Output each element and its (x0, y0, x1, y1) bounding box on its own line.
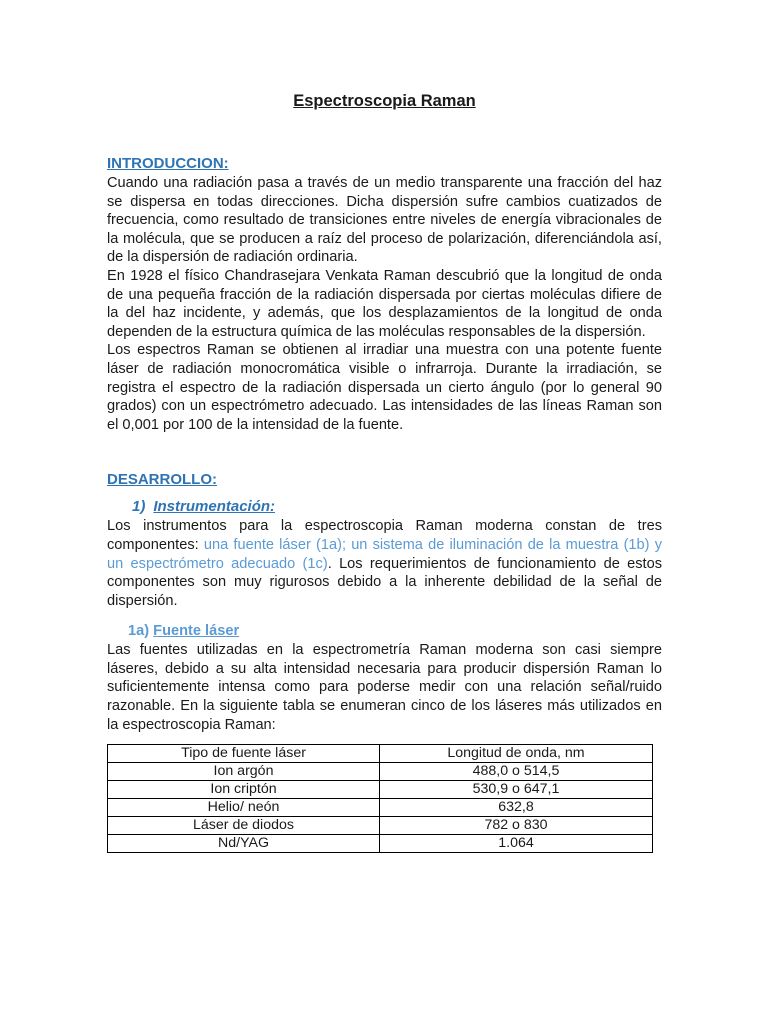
components-highlight: una fuente láser (1a); un sistema de iluminación de la muestra (1b) y un espectrómetro adecuado (1c) (107, 536, 663, 572)
intro-paragraph-1: Cuando una radiación pasa a través de un medio transparente una fracción del haz se dispersa en todas direcciones. Dicha dispersión sufre cambios cuatizados de frecuencia, como resultado de transiciones entre niveles de energía vibracionales de la molécula, que se producen a raíz del proceso de polarización, diferenciándola así, de la dispersión de radiación ordinaria. (107, 175, 662, 266)
table-cell: 530,9 o 647,1 (380, 781, 653, 799)
table-cell: Láser de diodos (108, 817, 380, 835)
table-row (108, 799, 653, 817)
table-cell: Helio/ neón (108, 799, 380, 817)
table-row (108, 763, 653, 781)
table-row (108, 781, 653, 799)
section-instrumentacion-heading (132, 497, 662, 517)
section-number: 1) (132, 498, 146, 516)
table-row (108, 817, 653, 835)
table-row (108, 835, 653, 853)
table-cell: 782 o 830 (380, 817, 653, 835)
instrumentacion-text-end: . Los requerimientos de funcionamiento de estos componentes son muy rigurosos debido a la inherente debilidad de la señal de dispersión. (107, 555, 663, 609)
intro-paragraph-2: En 1928 el físico Chandrasejara Venkata Raman descubrió que la longitud de onda de una pequeña fracción de la radiación dispersada por ciertas moléculas difiere de la del haz incidente, y además, que los desplazamientos de la longitud de onda dependen de la estructura química de las moléculas responsables de la dispersión. (107, 267, 662, 340)
instrumentacion-paragraph (107, 517, 662, 610)
table-cell: 632,8 (380, 799, 653, 817)
table-cell: 488,0 o 514,5 (380, 763, 653, 781)
subsection-number: 1a) (128, 623, 150, 640)
intro-paragraph-3: Los espectros Raman se obtienen al irradiar una muestra con una potente fuente láser de radiación monocromática visible o infrarroja. Durante la irradiación, se registra el espectro de la radiación dispersada un cierto ángulo (por lo general 90 grados) con un espectrómetro adecuado. Las intensidades de las líneas Raman son el 0,001 por 100 de la intensidad de la fuente. (107, 342, 662, 433)
table-cell: 1.064 (380, 835, 653, 853)
table-header-cell: Tipo de fuente láser (108, 745, 380, 763)
table-cell: Ion argón (108, 763, 380, 781)
table-header-row (108, 745, 653, 763)
section-label: Instrumentación: (153, 498, 276, 516)
table-cell: Nd/YAG (108, 835, 380, 853)
subsection-label: Fuente láser (153, 623, 240, 640)
laser-sources-table (107, 744, 653, 853)
table-cell: Ion criptón (108, 781, 380, 799)
instrumentacion-text-start: Los instrumentos para la espectroscopia Raman moderna constan de tres componentes: (107, 518, 662, 553)
page-title: Espectroscopia Raman (293, 92, 476, 110)
fuente-laser-paragraph: Las fuentes utilizadas en la espectrometría Raman moderna son casi siempre láseres, debido a su alta intensidad necesaria para producir dispersión Raman lo suficientemente intensa como para poderse medir con una relación señal/ruido razonable. En la siguiente tabla se enumeran cinco de los láseres más utilizados en la espectroscopia Raman: (107, 642, 662, 733)
subsection-fuente-laser-heading (128, 621, 662, 641)
table-header-cell: Longitud de onda, nm (380, 745, 653, 763)
desarrollo-heading: DESARROLLO: (107, 471, 217, 489)
intro-heading: INTRODUCCION: (107, 155, 229, 172)
